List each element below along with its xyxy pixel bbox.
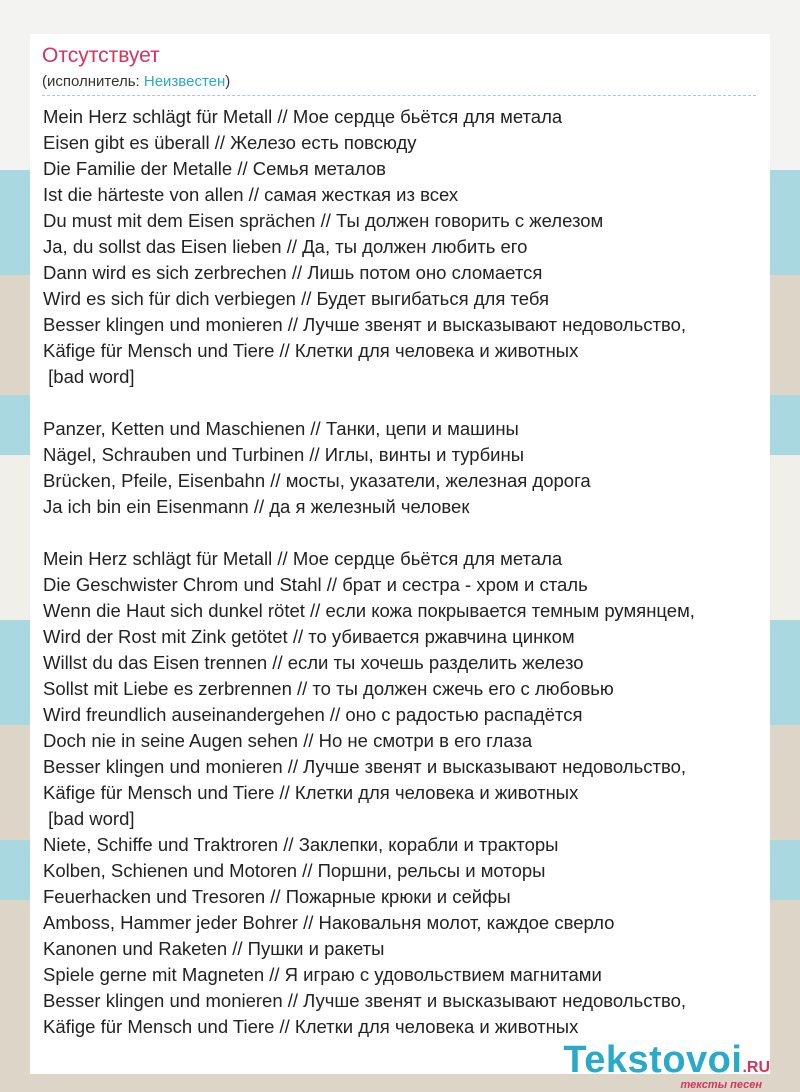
lyric-line: Mein Herz schlägt für Metall // Мое сердце бьётся для метала (43, 106, 563, 127)
logo-tagline: тексты песен (680, 1079, 762, 1091)
lyric-line: Ist die härteste von allen // самая жесткая из всех (43, 184, 459, 205)
lyrics-card (30, 34, 770, 1074)
lyric-line: Wird der Rost mit Zink getötet // то убивается ржавчина цинком (43, 626, 575, 647)
lyric-line: Amboss, Hammer jeder Bohrer // Наковальня молот, каждое сверло (43, 912, 615, 933)
lyric-line: Die Familie der Metalle // Семья металов (43, 158, 386, 179)
lyric-line: Spiele gerne mit Magneten // Я играю с удовольствием магнитами (43, 964, 602, 985)
lyric-line: Wird es sich für dich verbiegen // Будет выгибаться для тебя (43, 288, 550, 309)
lyric-line: [bad word] (43, 366, 135, 387)
lyric-line: Ja, du sollst das Eisen lieben // Да, ты должен любить его (43, 236, 528, 257)
artist-line (42, 73, 230, 90)
lyric-line: Sollst mit Liebe es zerbrennen // то ты должен сжечь его с любовью (43, 678, 614, 699)
lyric-line: Doch nie in seine Augen sehen // Но не смотри в его глаза (43, 730, 533, 751)
lyric-line: Niete, Schiffe und Traktroren // Заклепки, корабли и тракторы (43, 834, 559, 855)
lyric-line: Besser klingen und monieren // Лучше звенят и высказывают недовольство, (43, 314, 687, 335)
lyric-line: Panzer, Ketten und Maschienen // Танки, цепи и машины (43, 418, 519, 439)
lyric-line (43, 390, 768, 416)
song-title: Отсутствует (42, 44, 160, 67)
artist-suffix: ) (225, 73, 231, 90)
logo-tld: .RU (742, 1059, 770, 1076)
lyric-line: Besser klingen und monieren // Лучше звенят и высказывают недовольство, (43, 756, 687, 777)
artist-link[interactable]: Неизвестен (143, 73, 226, 90)
lyric-line: Feuerhacken und Tresoren // Пожарные крюки и сейфы (43, 886, 511, 907)
title-divider (42, 95, 756, 96)
lyric-line: Kolben, Schienen und Motoren // Поршни, рельсы и моторы (43, 860, 546, 881)
lyric-line: Dann wird es sich zerbrechen // Лишь потом оно сломается (43, 262, 543, 283)
lyric-line (43, 520, 768, 546)
artist-prefix: (исполнитель: (42, 73, 144, 90)
lyric-line: Wenn die Haut sich dunkel rötet // если кожа покрывается темным румянцем, (43, 600, 695, 621)
lyric-line: Du must mit dem Eisen sprächen // Ты должен говорить с железом (43, 210, 604, 231)
lyric-line: Ja ich bin ein Eisenmann // да я железный человек (43, 496, 470, 517)
lyric-line: Besser klingen und monieren // Лучше звенят и высказывают недовольство, (43, 990, 687, 1011)
lyric-line: [bad word] (43, 808, 135, 829)
site-logo[interactable] (563, 1039, 770, 1091)
lyric-line: Wird freundlich auseinandergehen // оно с радостью распадётся (43, 704, 583, 725)
lyric-line: Kanonen und Raketen // Пушки и ракеты (43, 938, 385, 959)
lyric-line: Mein Herz schlägt für Metall // Мое сердце бьётся для метала (43, 548, 563, 569)
lyric-line: Eisen gibt es überall // Железо есть повсюду (43, 132, 417, 153)
lyric-line: Käfige für Mensch und Tiere // Клетки для человека и животных (43, 340, 579, 361)
lyric-line: Käfige für Mensch und Tiere // Клетки для человека и животных (43, 782, 579, 803)
lyric-line: Nägel, Schrauben und Turbinen // Иглы, винты и турбины (43, 444, 525, 465)
lyric-line: Käfige für Mensch und Tiere // Клетки для человека и животных (43, 1016, 579, 1037)
lyric-line: Brücken, Pfeile, Eisenbahn // мосты, указатели, железная дорога (43, 470, 591, 491)
lyric-line: Die Geschwister Chrom und Stahl // брат и сестра - хром и сталь (43, 574, 588, 595)
logo-text: Tekstovoi (563, 1039, 743, 1081)
lyric-line: Willst du das Eisen trennen // если ты хочешь разделить железо (43, 652, 584, 673)
lyrics-body (43, 104, 768, 1040)
